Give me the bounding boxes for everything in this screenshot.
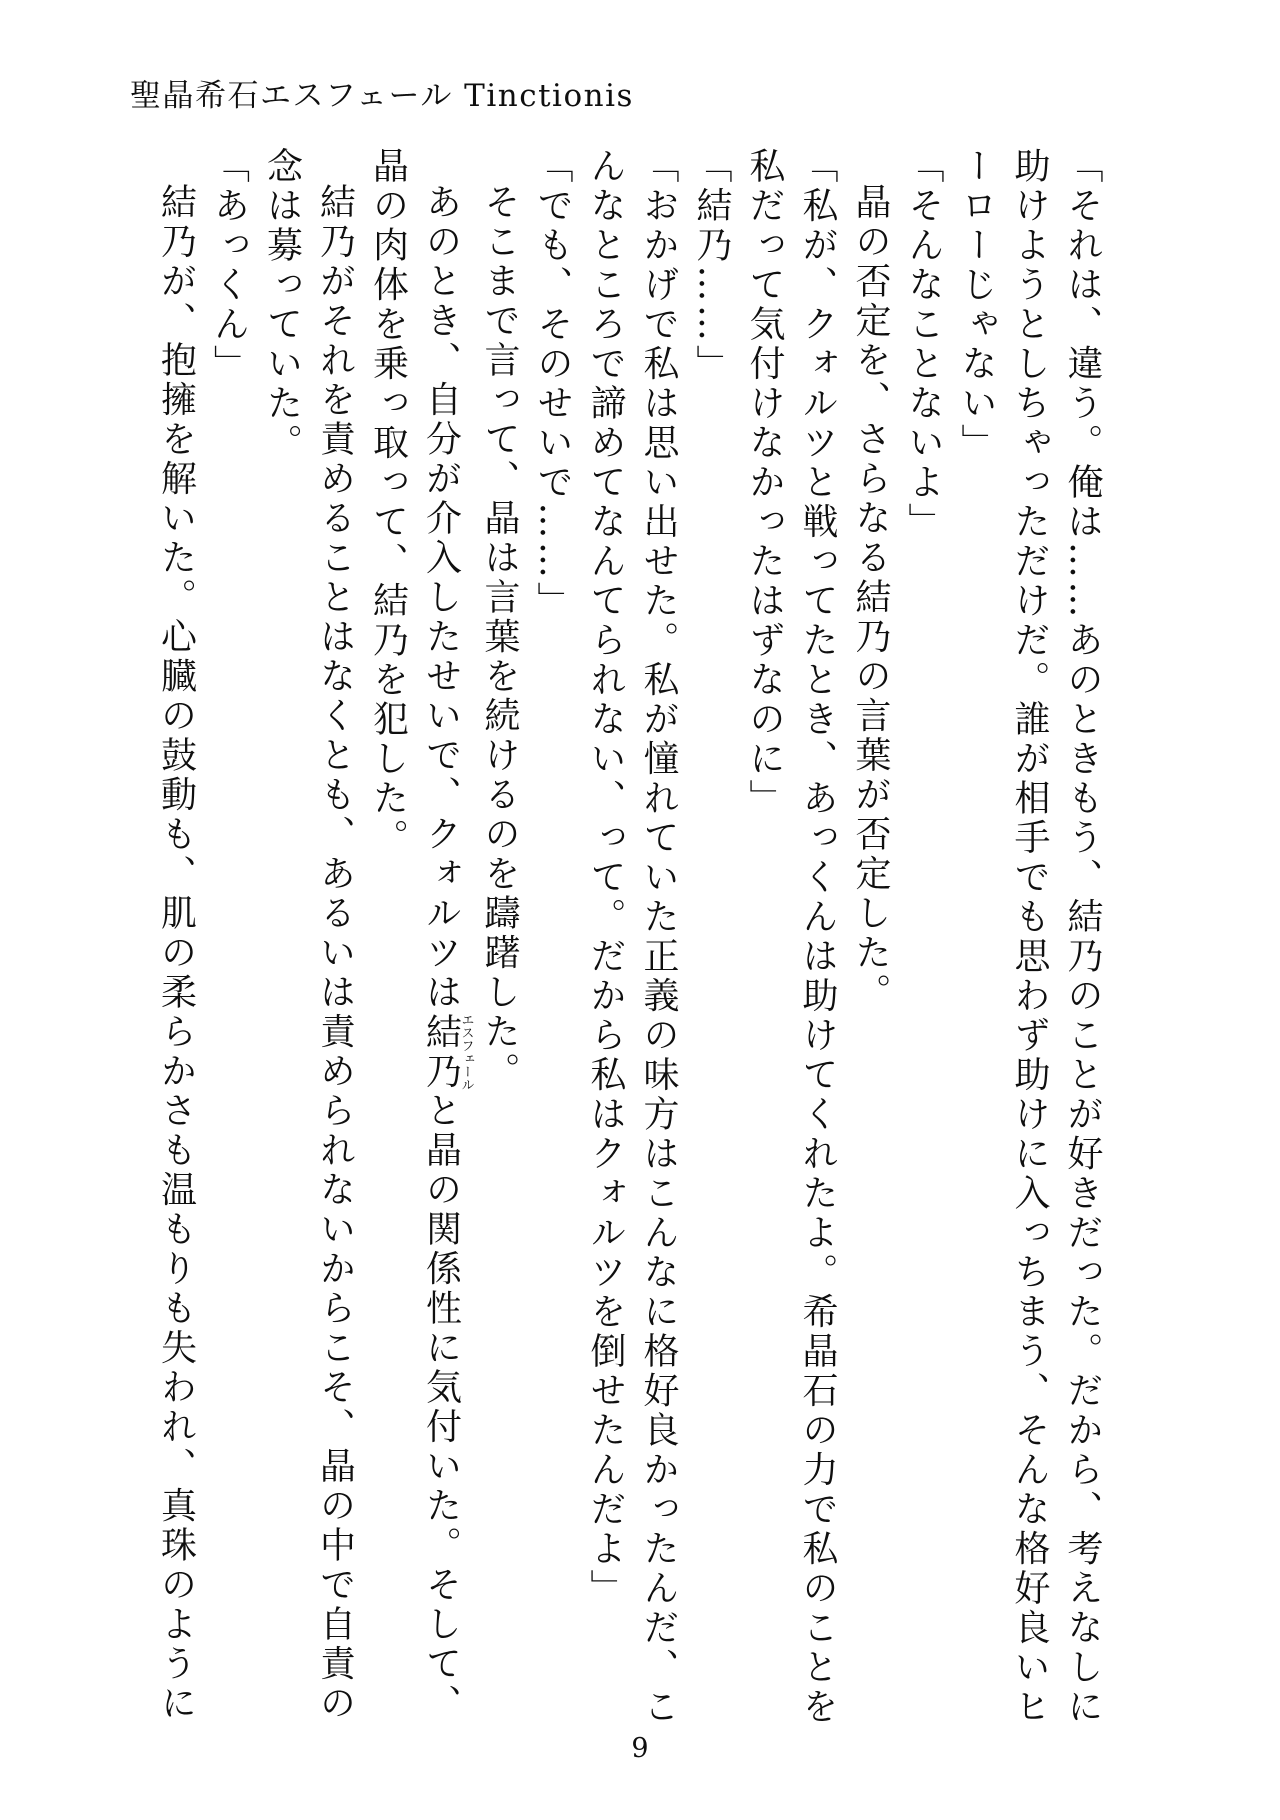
paragraph-narration: 結乃がそれを責めることはなくとも、あるいは責められないからこそ、晶の中で自責の念は募っていた。 xyxy=(261,147,356,1724)
running-header-title: 聖晶希石エスフェール Tinctionis xyxy=(130,78,634,114)
paragraph-dialogue: 「おかげで私は思い出せた。私が憧れていた正義の味方はこんなに格好良かったんだ、こんなところで諦めてなんてられない、って。だから私はクォルツを倒せたんだよ」 xyxy=(585,147,679,1727)
paragraph-dialogue: 「結乃……」 xyxy=(691,147,732,384)
paragraph-dialogue: 「でも、そのせいで……」 xyxy=(532,147,573,621)
paragraph-narration: 結乃が、抱擁を解いた。心臓の鼓動も、肌の柔らかさも温もりも失われ、真珠のように xyxy=(155,183,197,1724)
paragraph-narration: 晶の否定を、さらなる結乃の言葉が否定した。 xyxy=(850,183,891,1013)
paragraph-narration: そこまで言って、晶は言葉を続けるのを躊躇した。 xyxy=(479,183,520,1092)
page-number: 9 xyxy=(631,1733,649,1764)
paragraph-dialogue: 「あっくん」 xyxy=(208,147,250,384)
paragraph-dialogue: 「それは、違う。俺は……あのときもう、結乃のことが好きだった。だから、考えなしに助けようとしちゃっただけだ。誰が相手でも思わず助けに入っちまう、そんな格好良いヒーローじゃない」 xyxy=(956,147,1103,1727)
paragraph-narration: あのとき、自分が介入したせいで、クォルツは結乃エスフェールと晶の関係性に気付いた。そして、晶の肉体を乗っ取って、結乃を犯した。 xyxy=(367,147,474,1724)
paragraph-dialogue: 「私が、クォルツと戦ってたとき、あっくんは助けてくれたよ。希晶石の力で私のことを私だって気付けなかったはずなのに」 xyxy=(744,147,838,1727)
ruby-annotation: 結乃エスフェール xyxy=(420,1012,474,1092)
paragraph-dialogue: 「そんなことないよ」 xyxy=(903,147,944,542)
body-text xyxy=(150,147,1110,1731)
